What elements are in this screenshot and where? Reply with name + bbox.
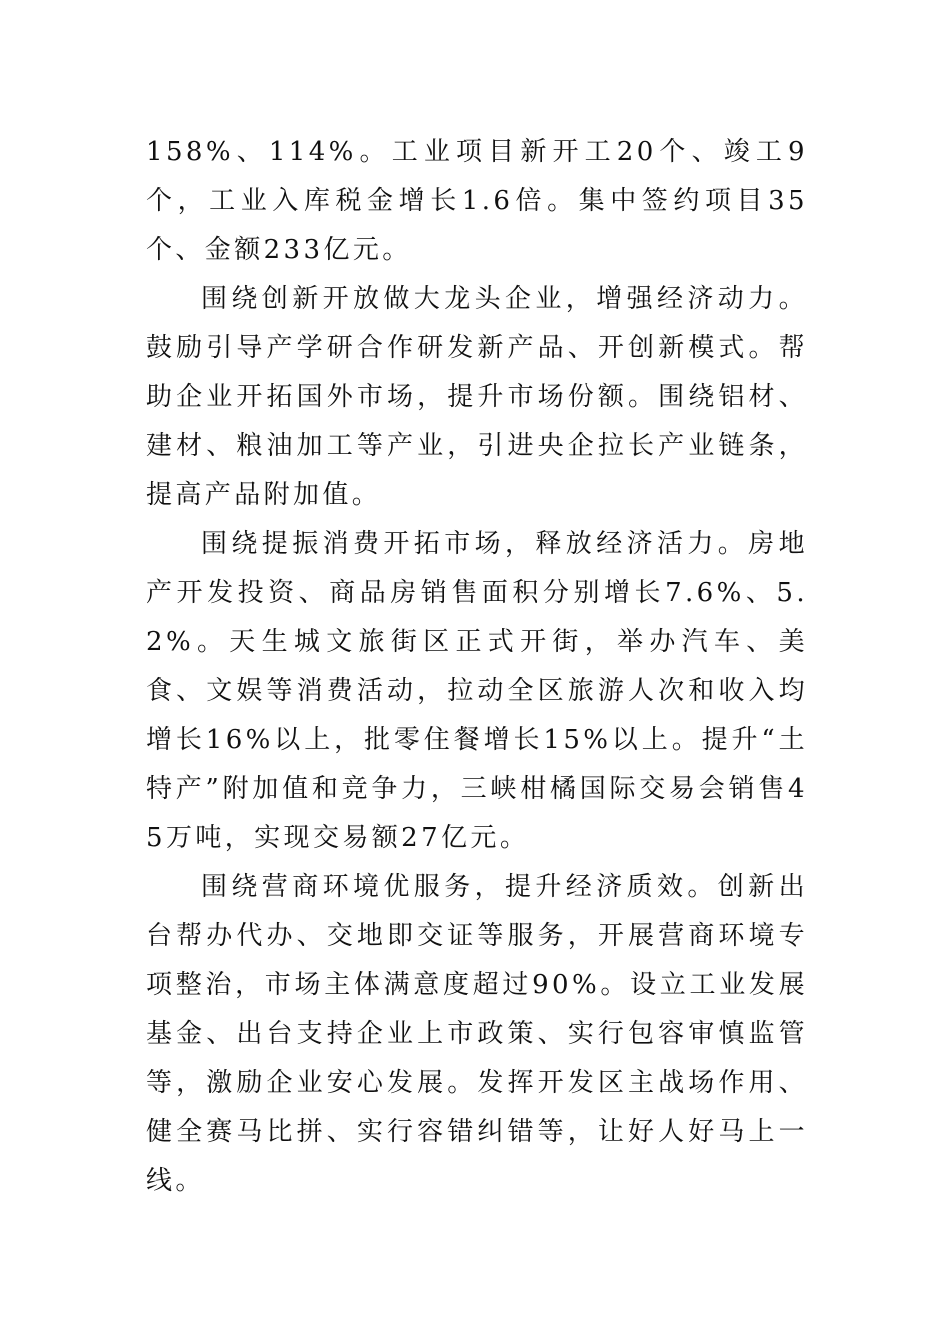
paragraph-consumption: 围绕提振消费开拓市场，释放经济活力。房地产开发投资、商品房销售面积分别增长7.6%、5.2%。天生城文旅街区正式开街，举办汽车、美食、文娱等消费活动，拉动全区旅游人次和收入均增长16%以上，批零住餐增长15%以上。提升“土特产”附加值和竞争力，三峡柑橘国际交易会销售45万吨，实现交易额27亿元。 — [146, 529, 808, 853]
paragraph-innovation: 围绕创新开放做大龙头企业，增强经济动力。鼓励引导产学研合作研发新产品、开创新模式。帮助企业开拓国外市场，提升市场份额。围绕铝材、建材、粮油加工等产业，引进央企拉长产业链条，提高产品附加值。 — [146, 284, 808, 510]
document-body — [146, 128, 808, 1206]
paragraph-business-environment: 围绕营商环境优服务，提升经济质效。创新出台帮办代办、交地即交证等服务，开展营商环境专项整治，市场主体满意度超过90%。设立工业发展基金、出台支持企业上市政策、实行包容审慎监管等，激励企业安心发展。发挥开发区主战场作用、健全赛马比拼、实行容错纠错等，让好人好马上一线。 — [146, 872, 808, 1196]
paragraph-continued: 158%、114%。工业项目新开工20个、竣工9个，工业入库税金增长1.6倍。集中签约项目35个、金额233亿元。 — [146, 137, 808, 265]
